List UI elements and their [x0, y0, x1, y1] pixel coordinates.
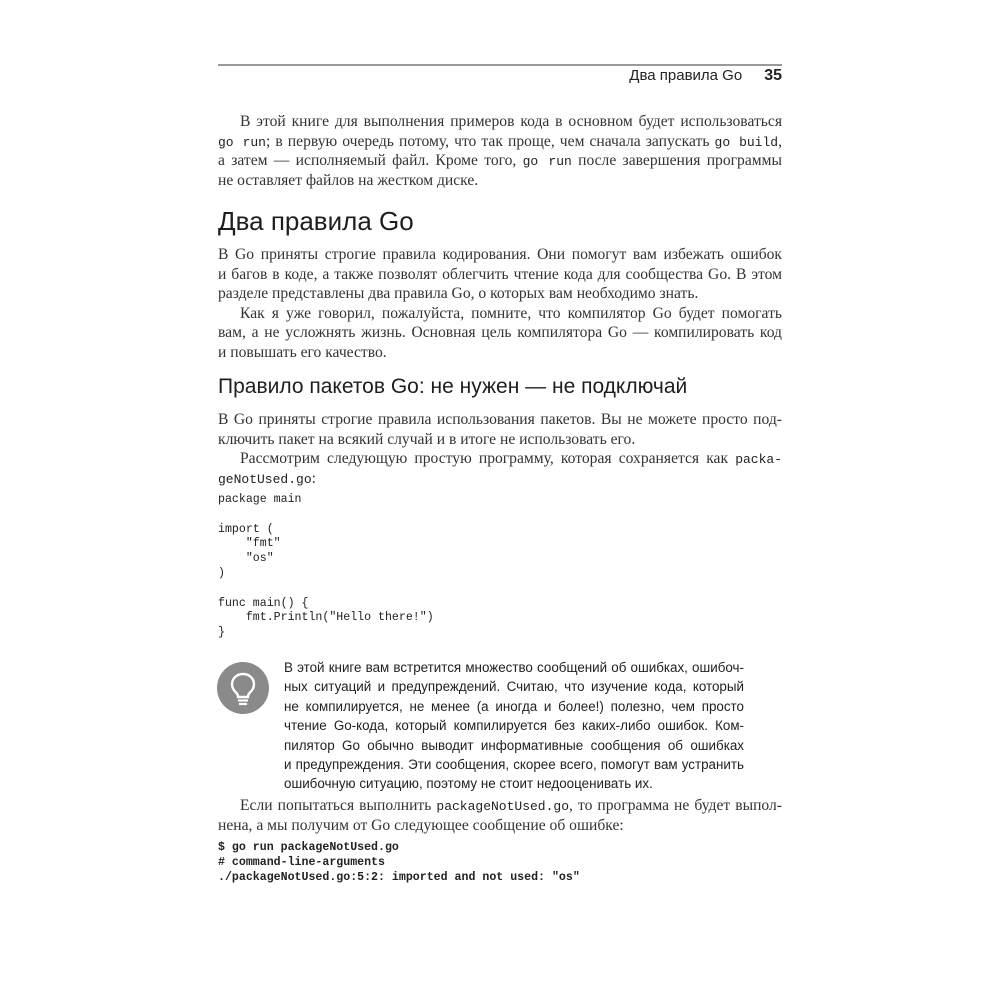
section-body — [218, 245, 782, 363]
inline-code: go build — [714, 134, 779, 150]
text-line — [218, 304, 782, 324]
lightbulb-icon — [217, 662, 269, 714]
text-line — [218, 265, 782, 285]
running-title: Два правила Go — [629, 67, 743, 84]
inline-code: packageNotUsed.go — [436, 799, 570, 814]
text-segment: , — [778, 132, 782, 150]
text-segment: не оставляет файлов на жестком диске. — [218, 171, 479, 189]
running-header — [218, 67, 782, 85]
text-segment: нена, а мы получим от Go следующее сообщение об ошибке: — [218, 816, 624, 834]
tip-line: чтение Go-кода, который компилируется без каких-либо ошибок. Ком- — [284, 718, 744, 734]
text-segment: разделе представлены два правила Go, о которых вам необходимо знать. — [218, 285, 699, 303]
tip-line: пилятор Go обычно выводит информативные сообщения об ошибках — [284, 737, 744, 753]
text-line — [218, 796, 782, 816]
tip-line: ошибочную ситуацию, поэтому не стоит недооценивать их. — [284, 776, 653, 792]
intro-paragraph — [218, 112, 782, 190]
terminal-output: $ go run packageNotUsed.go # command-line-arguments ./packageNotUsed.go:5:2: imported and not used: "os" — [218, 841, 580, 884]
text-segment: а затем — исполняемый файл. Кроме того, — [218, 152, 523, 170]
section-title: Два правила Go — [218, 206, 414, 236]
text-line — [218, 449, 782, 469]
subsection-title: Правило пакетов Go: не нужен — не подключай — [218, 375, 688, 398]
text-segment: , то программа не будет выпол- — [569, 797, 782, 814]
text-line — [218, 151, 782, 171]
text-segment: ключить пакет на всякий случай и в итоге не использовать его. — [218, 430, 636, 448]
text-segment: Рассмотрим следующую простую программу, которая сохраняется как — [240, 450, 736, 468]
tip-text — [284, 658, 744, 794]
inline-code: packa- — [735, 452, 782, 468]
text-line — [218, 343, 782, 363]
text-segment: В Go приняты строгие правила кодирования. Они помогут вам избежать ошибок — [218, 246, 782, 263]
tip-line: не компилируется, не менее (а иногда и более!) полезно, чем просто — [284, 698, 744, 714]
text-line — [218, 430, 782, 450]
text-segment: Как я уже говорил, пожалуйста, помните, что компилятор Go будет помогать — [240, 304, 782, 322]
text-line — [218, 410, 782, 430]
text-segment: В Go приняты строгие правила использования пакетов. Вы не можете просто под- — [218, 411, 782, 428]
text-segment: и багов в коде, а также позволят облегчить чтение кода для сообщества Go. В этом — [218, 265, 782, 283]
tip-line: и предупреждения. Эти сообщения, скорее всего, помогут вам устранить — [284, 756, 744, 772]
text-segment: : — [311, 469, 316, 487]
text-line — [218, 284, 782, 304]
tip-line: В этой книге вам встретится множество сообщений об ошибках, ошибоч- — [284, 660, 744, 675]
code-listing: package main import ( "fmt" "os" ) func main() { fmt.Println("Hello there!") } — [218, 493, 434, 640]
text-line — [218, 469, 782, 489]
page-number: 35 — [764, 67, 782, 84]
text-line — [218, 816, 782, 836]
text-line — [218, 112, 782, 132]
text-line — [218, 171, 782, 191]
tip-line: ных ситуаций и предупреждений. Считаю, что изучение кода, который — [284, 679, 744, 695]
text-segment: ; в первую очередь потому, что так проще, чем сначала запускать — [265, 132, 715, 150]
header-rule — [218, 64, 782, 66]
text-segment: и повышать его качество. — [218, 343, 387, 361]
inline-code: go run — [218, 134, 266, 150]
text-line — [218, 323, 782, 343]
subsection-body — [218, 410, 782, 488]
inline-code: go run — [522, 154, 572, 170]
after-tip-paragraph — [218, 796, 782, 835]
text-segment: после завершения программы — [571, 152, 782, 170]
text-segment: вам, а не усложнять жизнь. Основная цель компилятора Go — компилировать код — [218, 324, 782, 342]
inline-code: geNotUsed.go — [218, 471, 312, 487]
text-line — [218, 132, 782, 152]
text-segment: В этой книге для выполнения примеров кода в основном будет использоваться — [240, 113, 782, 130]
text-segment: Если попытаться выполнить — [240, 797, 437, 814]
text-line — [218, 245, 782, 265]
